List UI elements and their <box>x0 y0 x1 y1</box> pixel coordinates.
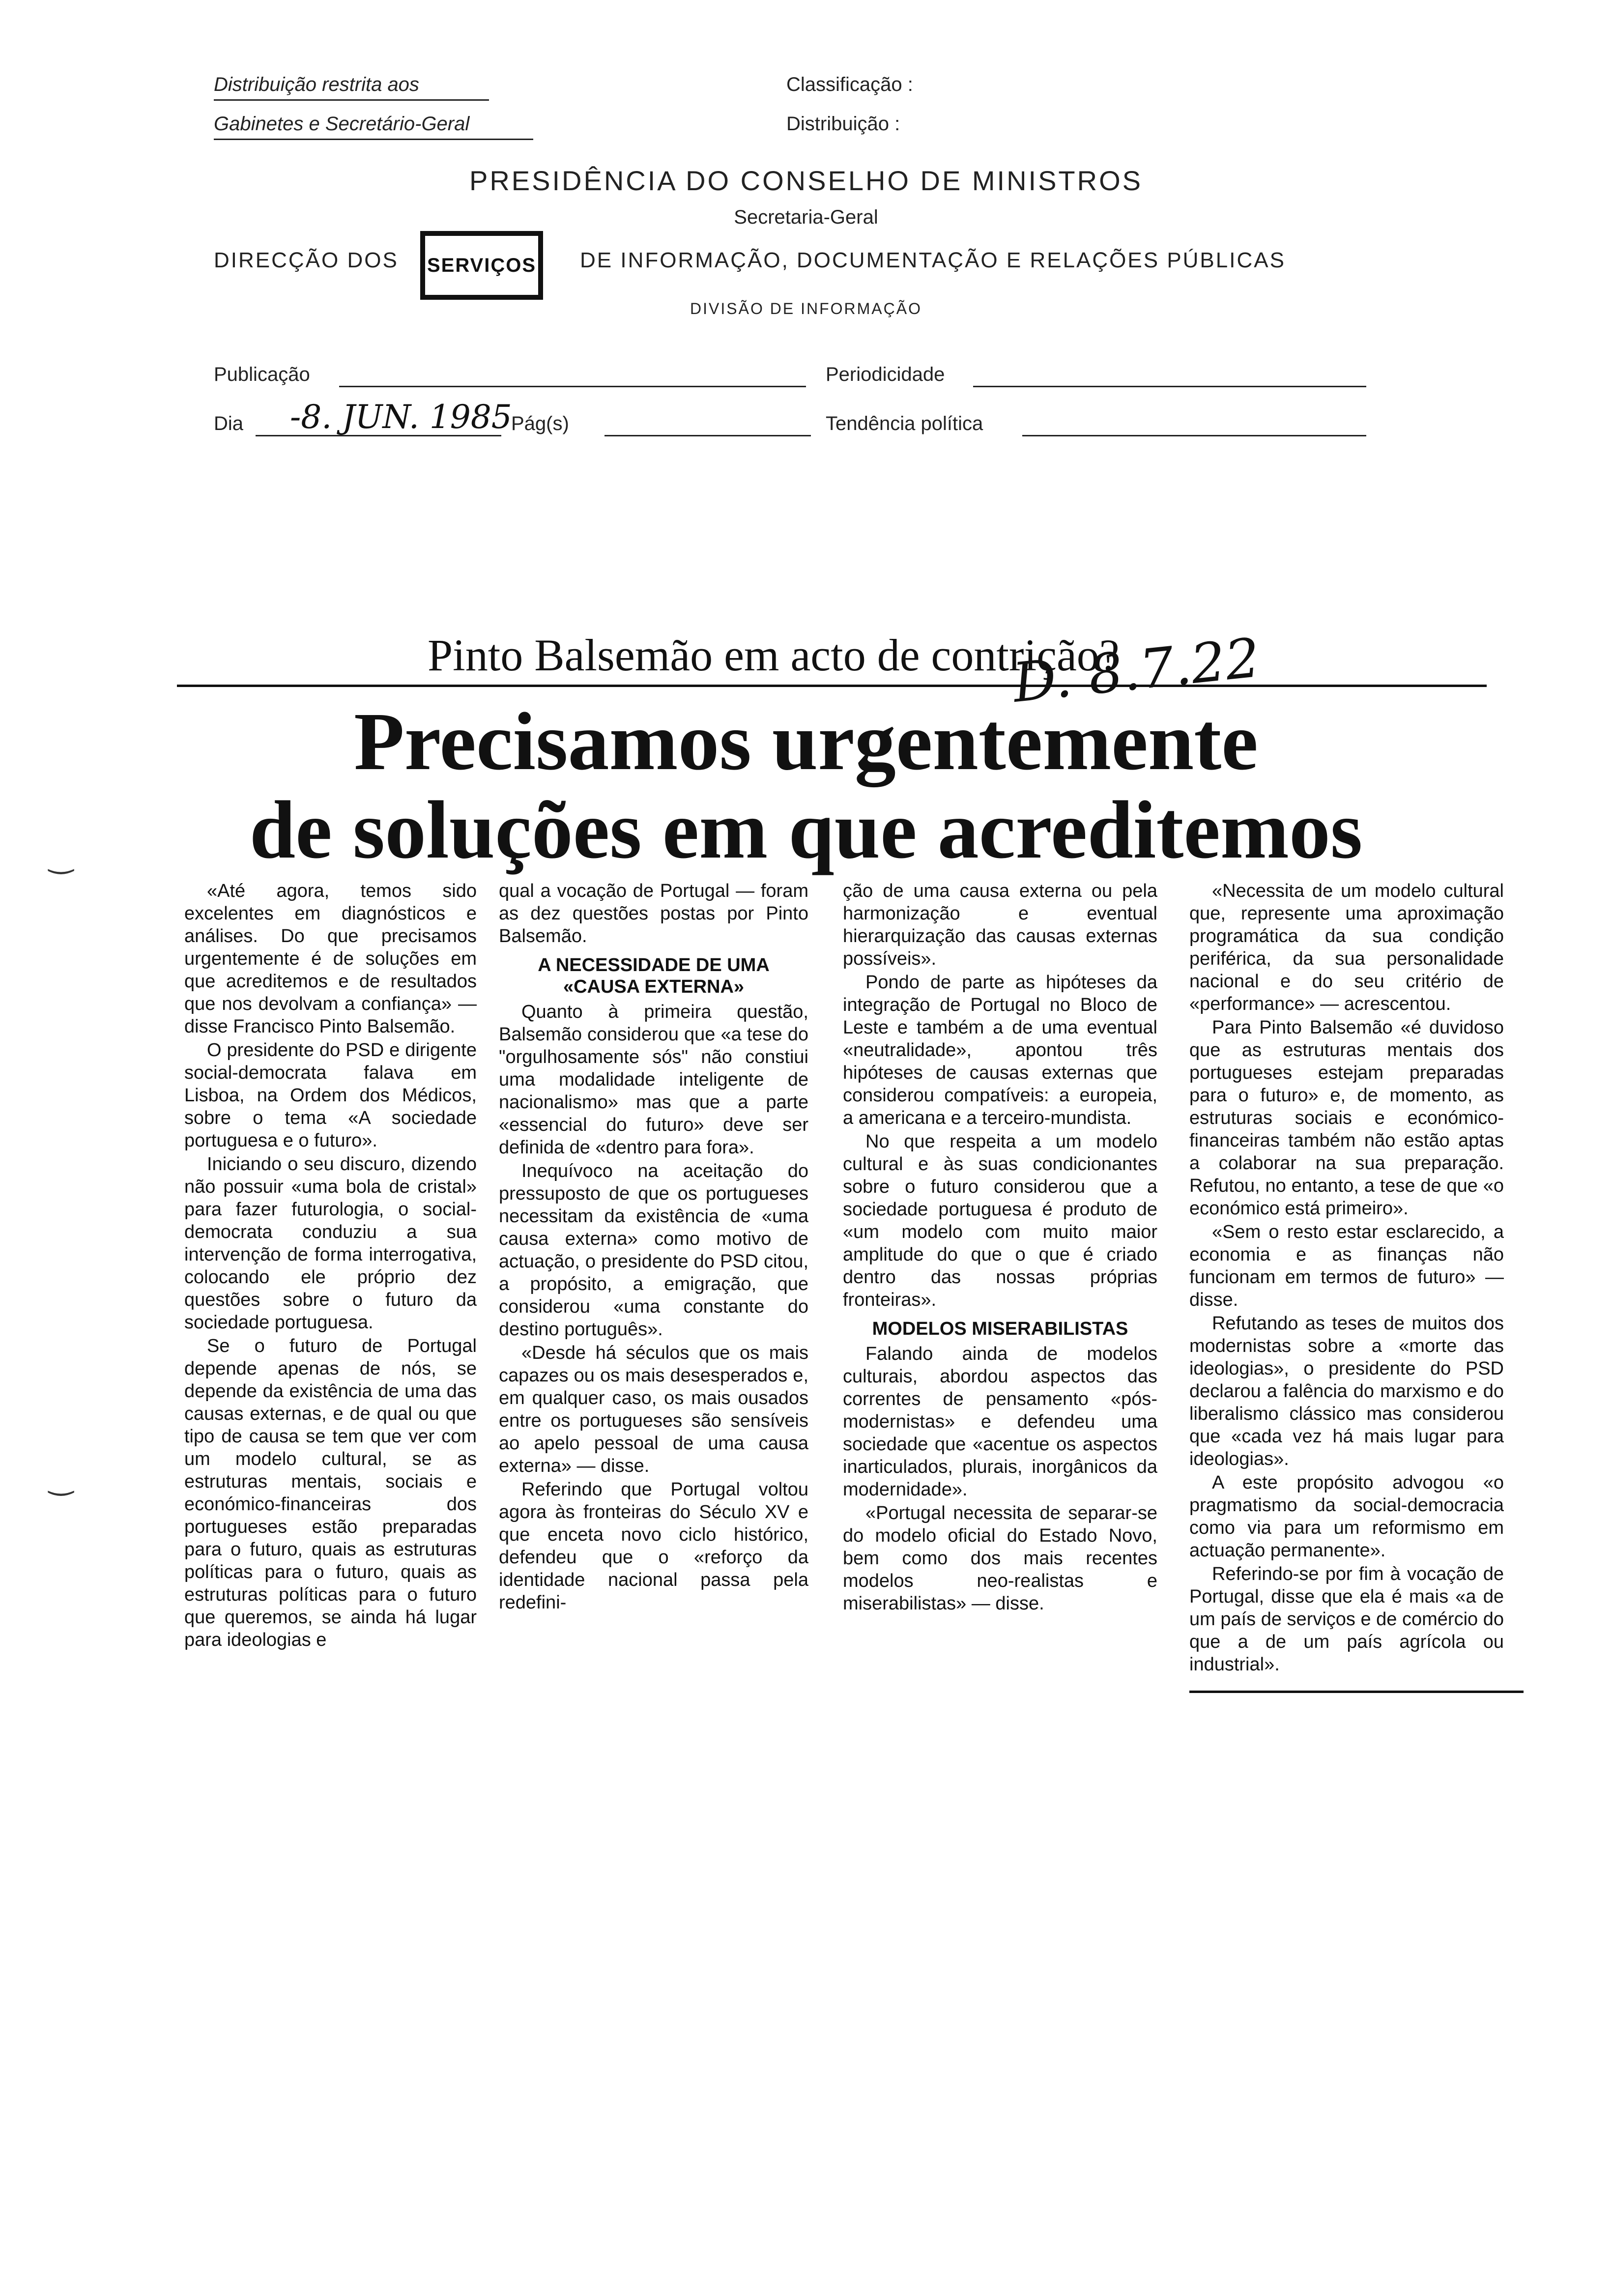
paragraph: No que respeita a um modelo cultural e às suas condicionantes sobre o futuro considerou que a sociedade portuguesa é produto de «um modelo com muito maior amplitude do que o que é criado dentro das nossas próprias fronteiras». <box>843 1131 1157 1310</box>
directorate-left: DIRECÇÃO DOS <box>214 248 399 272</box>
ministry-title: PRESIDÊNCIA DO CONSELHO DE MINISTROS <box>469 165 1143 196</box>
paragraph: Se o futuro de Portugal depende apenas de nós, se depende da existência de uma das causas externas, e de qual ou que tipo de causa se tem que ver com um modelo cultural, se as estruturas mentais, sociais e económico-financeiras dos portugueses estão preparadas para o futuro, quais as estruturas políticas para o futuro, quais as estruturas políticas para o futuro que queremos, se ainda há lugar para ideologias e <box>184 1336 477 1650</box>
division-title: DIVISÃO DE INFORMAÇÃO <box>690 300 922 317</box>
secretariat-title: Secretaria-Geral <box>734 206 878 228</box>
paragraph: Iniciando o seu discuro, dizendo não possuir «uma bola de cristal» para fazer futurologia, o social-democrata conduziu a sua intervenção de forma interrogativa, colocando ele próprio dez questões sobre o futuro da sociedade portuguesa. <box>184 1154 477 1333</box>
headline-line-2: de soluções em que acreditemos <box>249 784 1363 876</box>
paragraph: Falando ainda de modelos culturais, abordou aspectos das correntes de pensamento «pós-modernistas» e defendeu uma sociedade que «acentue os aspectos inarticulados, plurais, inorgânicos da modernidade». <box>843 1344 1157 1500</box>
article-end-rule <box>1189 1691 1524 1693</box>
paragraph: Inequívoco na aceitação do pressuposto de que os portugueses necessitam da existência de «uma causa externa» como motivo de actuação, o presidente do PSD citou, a propósito, a emigração, que considerou «uma constante do destino português». <box>499 1161 808 1340</box>
publication-line <box>339 386 806 387</box>
paragraph: «Necessita de um modelo cultural que, represente uma aproximação programática da sua condição periférica, da sua personalidade nacional e do seu critério de «performance» — acrescentou. <box>1189 881 1504 1014</box>
restricted-line-2: Gabinetes e Secretário-Geral <box>214 113 470 135</box>
directorate-right: DE INFORMAÇÃO, DOCUMENTAÇÃO E RELAÇÕES PÚBLICAS <box>580 248 1286 272</box>
article-column-1 <box>184 880 477 1652</box>
headline-line-1: Precisamos urgentemente <box>354 696 1258 787</box>
paragraph: qual a vocação de Portugal — foram as dez questões postas por Pinto Balsemão. <box>499 881 808 947</box>
article-column-4 <box>1189 880 1504 1693</box>
paragraph: ção de uma causa externa ou pela harmonização e eventual hierarquização das causas externas possíveis». <box>843 881 1157 969</box>
margin-mark-2: ‿ <box>49 1462 73 1496</box>
handwritten-note: D. 8.7.22 <box>1009 626 1263 715</box>
paragraph: Pondo de parte as hipóteses da integração de Portugal no Bloco de Leste e também a de uma eventual «neutralidade», apontou três hipóteses de causas externas que considerou compatíveis: a europeia, a americana e a terceiro-mundista. <box>843 972 1157 1128</box>
paragraph: «Desde há séculos que os mais capazes ou os mais desesperados e, em qualquer caso, os mais ousados entre os portugueses são sensíveis ao apelo pessoal de uma causa externa» — disse. <box>499 1343 808 1476</box>
paragraph: Quanto à primeira questão, Balsemão considerou que «a tese do "orgulhosamente sós" não constiui uma modalidade inteligente de nacionalismo» mas que a parte «essencial do futuro» deve ser definida de «dentro para fora». <box>499 1002 808 1158</box>
margin-mark-1: ‿ <box>49 840 73 875</box>
political-trend-line <box>1022 435 1366 436</box>
restricted-underline-1 <box>214 99 489 101</box>
paragraph: Referindo que Portugal voltou agora às fronteiras do Século XV e que enceta novo ciclo histórico, defendeu que o «reforço da identidade nacional passa pela redefini- <box>499 1479 808 1613</box>
publication-label: Publicação <box>214 364 310 385</box>
paragraph: «Até agora, temos sido excelentes em diagnósticos e análises. Do que precisamos urgentemente é de soluções em que acreditemos e de resultados que nos devolvam a confiança» — disse Francisco Pinto Balsemão. <box>184 881 477 1037</box>
article-column-2 <box>499 880 808 1615</box>
kicker-rule <box>177 685 1487 687</box>
page-label: Pág(s) <box>511 413 569 434</box>
paragraph: «Portugal necessita de separar-se do modelo oficial do Estado Novo, bem como dos mais recentes modelos neo-realistas e miserabilistas» — disse. <box>843 1503 1157 1614</box>
paragraph: O presidente do PSD e dirigente social-democrata falava em Lisboa, na Ordem dos Médicos, sobre o tema «A sociedade portuguesa e o futuro». <box>184 1040 477 1151</box>
political-trend-label: Tendência política <box>826 413 983 434</box>
periodicity-label: Periodicidade <box>826 364 945 385</box>
classification-label: Classificação : <box>786 74 913 95</box>
day-label: Dia <box>214 413 244 434</box>
date-stamp: -8. JUN. 1985 <box>290 398 512 436</box>
subhead-modelos-miserabilistas: MODELOS MISERABILISTAS <box>872 1319 1128 1339</box>
paragraph: A este propósito advogou «o pragmatismo da social-democracia como via para um reformismo em actuação permanente». <box>1189 1472 1504 1561</box>
periodicity-line <box>973 386 1366 387</box>
article-column-3 <box>843 880 1157 1616</box>
directorate-stamp <box>420 231 543 300</box>
paragraph: «Sem o resto estar esclarecido, a economia e as finanças não funcionam em termos de futuro» — disse. <box>1189 1222 1504 1310</box>
directorate-stamp-text: SERVIÇOS <box>427 254 536 276</box>
article-kicker: Pinto Balsemão em acto de contrição? <box>428 630 1120 680</box>
distribution-label: Distribuição : <box>786 113 900 135</box>
paragraph: Refutando as teses de muitos dos modernistas sobre a «morte das ideologias», o presidente do PSD declarou a falência do marxismo e do liberalismo clássico mas considerou que «cada vez há mais lugar para ideologias». <box>1189 1313 1504 1469</box>
restricted-line-1: Distribuição restrita aos <box>214 74 419 95</box>
restricted-underline-2 <box>214 139 533 140</box>
paragraph: Para Pinto Balsemão «é duvidoso que as estruturas mentais dos portugueses estejam preparadas para o futuro» e, de momento, as estruturas sociais e económico-financeiras também não estão aptas a colaborar na sua preparação. Refutou, no entanto, a tese de que «o económico está primeiro». <box>1189 1017 1504 1219</box>
subhead-causa-externa: A NECESSIDADE DE UMA «CAUSA EXTERNA» <box>538 955 770 997</box>
paragraph: Referindo-se por fim à vocação de Portugal, disse que ela é mais «a de um país de serviços e de comércio do que a de um país agrícola ou industrial». <box>1189 1564 1504 1675</box>
page-line <box>604 435 811 436</box>
